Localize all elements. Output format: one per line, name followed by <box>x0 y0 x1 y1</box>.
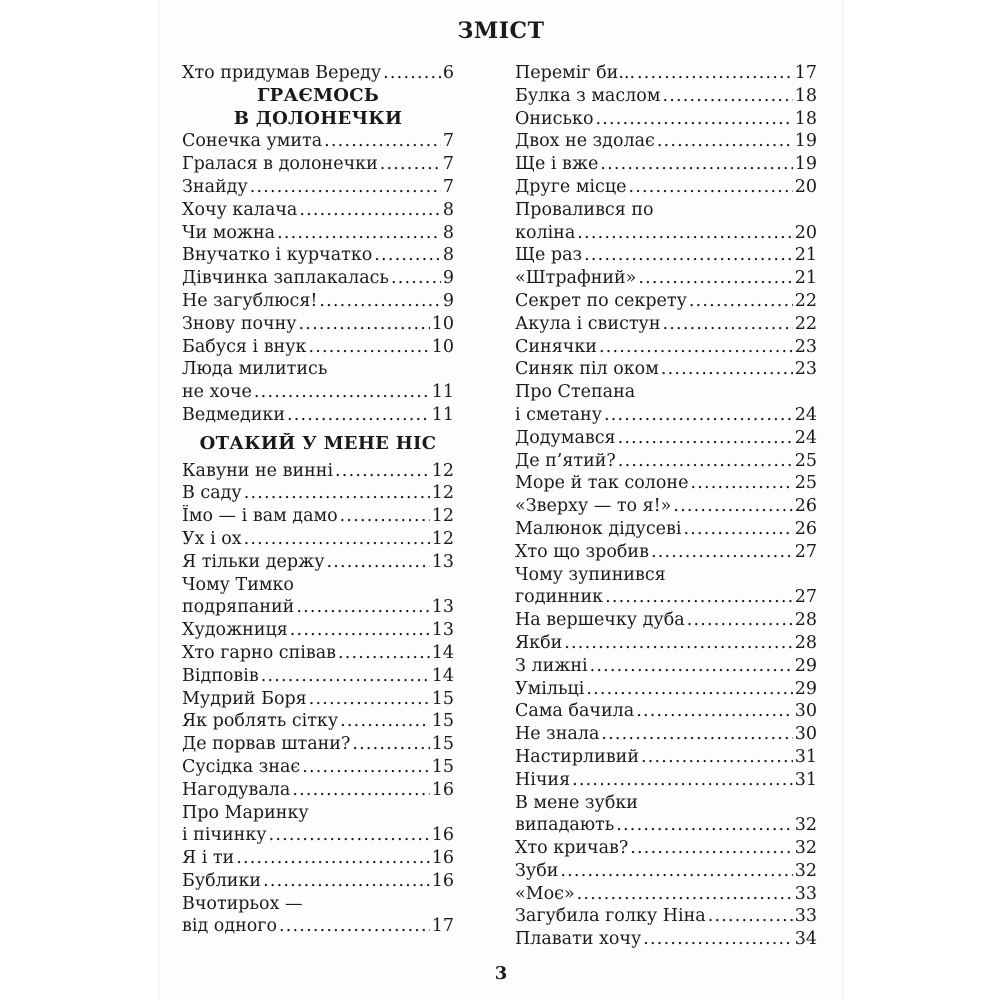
toc-entry-title: На вершечку дуба <box>515 610 685 631</box>
toc-entry-title: Ще раз <box>515 245 583 266</box>
toc-entry-page: 16 <box>431 779 454 800</box>
toc-entry-page: 7 <box>442 154 454 175</box>
toc-entry-title: Булка з маслом <box>515 85 661 106</box>
toc-entry <box>182 824 454 847</box>
toc-entry-title: Не загублюся! <box>182 290 318 311</box>
dot-leader <box>263 870 430 893</box>
toc-entry-title: Настирливий <box>515 746 640 767</box>
toc-entry <box>515 450 817 473</box>
toc-entry-page: 16 <box>431 825 454 846</box>
toc-entry-page: 19 <box>794 154 817 175</box>
toc-entry-title: коліна <box>515 222 576 243</box>
toc-entry-page: 15 <box>431 688 454 709</box>
toc-entry-page: 19 <box>794 131 817 152</box>
toc-entry <box>182 733 454 756</box>
toc-entry-page: 32 <box>794 860 817 881</box>
dot-leader <box>708 905 793 928</box>
toc-entry <box>515 928 817 951</box>
dot-leader <box>618 450 793 473</box>
dot-leader <box>560 860 792 883</box>
dot-leader <box>601 723 792 746</box>
toc-entry-page: 31 <box>794 746 817 767</box>
toc-entry-title: Дівчинка заплакалась <box>182 268 389 289</box>
toc-entry <box>182 336 454 359</box>
toc-left-column <box>182 62 454 938</box>
dot-leader <box>590 655 793 678</box>
toc-entry <box>182 62 454 85</box>
toc-entry-page: 24 <box>794 404 817 425</box>
toc-entry-page: 15 <box>431 711 454 732</box>
toc-entry-title: Онисько <box>515 108 594 129</box>
toc-entry-title: Відповів <box>182 665 259 686</box>
toc-entry <box>515 176 817 199</box>
dot-leader <box>572 769 793 792</box>
toc-entry-page: 18 <box>794 108 817 129</box>
dot-leader <box>287 404 430 427</box>
dot-leader <box>352 733 429 756</box>
dot-leader <box>340 505 430 528</box>
toc-entry-title: Кавуни не винні <box>182 460 334 481</box>
toc-entry-page: 32 <box>794 815 817 836</box>
toc-entry-page: 12 <box>431 483 454 504</box>
toc-entry-page: 13 <box>431 597 454 618</box>
toc-entry <box>515 541 817 564</box>
toc-entry-page: 33 <box>794 906 817 927</box>
toc-entry-title: «Штрафний» <box>515 268 637 289</box>
toc-entry-title: годинник <box>515 587 604 608</box>
toc-entry-page: 17 <box>431 916 454 937</box>
toc-entry <box>515 222 817 245</box>
toc-entry <box>515 267 817 290</box>
dot-leader <box>673 495 792 518</box>
dot-leader <box>244 528 430 551</box>
toc-entry-title: Бабуся і внук <box>182 336 307 357</box>
toc-entry <box>515 746 817 769</box>
toc-entry-title: Бублики <box>182 870 262 891</box>
dot-leader <box>374 244 441 267</box>
toc-entry <box>515 905 817 928</box>
toc-entry <box>515 655 817 678</box>
toc-entry-page: 9 <box>442 268 454 289</box>
toc-entry-title-line: Чому зупинився <box>515 564 666 585</box>
toc-entry <box>182 404 454 427</box>
toc-entry-title: Їмо — і вам дамо <box>182 506 338 527</box>
dot-leader <box>577 222 792 245</box>
dot-leader <box>340 710 430 733</box>
toc-entry-page: 28 <box>794 632 817 653</box>
dot-leader <box>663 313 793 336</box>
toc-entry-page: 26 <box>794 496 817 517</box>
toc-entry-title: і пічинку <box>182 825 267 846</box>
toc-entry-page: 22 <box>794 313 817 334</box>
dot-leader <box>319 290 440 313</box>
toc-entry-title: подряпаний <box>182 597 295 618</box>
toc-entry <box>515 427 817 450</box>
dot-leader <box>600 153 792 176</box>
dot-leader <box>586 678 792 701</box>
toc-entry-page: 34 <box>794 929 817 950</box>
dot-leader <box>683 518 792 541</box>
toc-entry-title-line: Чому Тимко <box>182 574 294 595</box>
dot-leader <box>643 928 792 951</box>
toc-entry-title: Ще і вже <box>515 154 599 175</box>
dot-leader <box>308 336 429 359</box>
toc-entry <box>515 108 817 131</box>
dot-leader <box>638 267 792 290</box>
dot-leader <box>292 779 429 802</box>
toc-entry <box>182 505 454 528</box>
toc-entry-title: Друге місце <box>515 176 627 197</box>
toc-entry-page: 10 <box>431 336 454 357</box>
dot-leader <box>338 642 430 665</box>
toc-entry <box>182 710 454 733</box>
toc-entry <box>182 847 454 870</box>
toc-entry-page: 24 <box>794 427 817 448</box>
dot-leader <box>641 746 793 769</box>
dot-leader <box>309 688 430 711</box>
toc-entry-page: 32 <box>794 838 817 859</box>
toc-entry <box>515 85 817 108</box>
toc-entry <box>515 769 817 792</box>
dot-leader <box>269 824 430 847</box>
toc-entry-title: Хто що зробив <box>515 541 649 562</box>
dot-leader <box>637 62 793 85</box>
toc-entry-page: 20 <box>794 222 817 243</box>
toc-entry <box>182 642 454 665</box>
toc-entry-page: 30 <box>794 701 817 722</box>
toc-entry <box>182 915 454 938</box>
dot-leader <box>335 460 430 483</box>
toc-entry-title: Зуби <box>515 860 559 881</box>
toc-entry <box>182 267 454 290</box>
toc-entry-title: і сметану <box>515 404 603 425</box>
toc-entry <box>182 244 454 267</box>
dot-leader <box>296 596 429 619</box>
toc-entry <box>515 837 817 860</box>
dot-leader <box>279 915 430 938</box>
toc-entry-title-line: Вчотирьох — <box>182 893 303 914</box>
toc-entry-title-line: В мене зубки <box>515 792 638 813</box>
toc-entry <box>182 290 454 313</box>
toc-entry <box>182 779 454 802</box>
toc-entry-title: Ведмедики <box>182 404 286 425</box>
toc-entry-page: 12 <box>431 460 454 481</box>
toc-entry-title: Де п’ятий? <box>515 450 616 471</box>
toc-entry-title: Додумався <box>515 427 616 448</box>
toc-entry-page: 11 <box>431 382 454 403</box>
dot-leader <box>661 358 793 381</box>
dot-leader <box>254 381 430 404</box>
toc-entry-title: Хто кричав? <box>515 838 629 859</box>
toc-entry <box>515 723 817 746</box>
toc-entry-title: Переміг би... <box>515 63 636 83</box>
toc-entry-page: 14 <box>431 642 454 663</box>
toc-entry-title: Секрет по секрету <box>515 290 687 311</box>
dot-leader <box>595 108 792 131</box>
toc-entry <box>515 495 817 518</box>
toc-entry-title: Хочу калача <box>182 199 298 220</box>
toc-entry-page: 11 <box>431 404 454 425</box>
toc-entry <box>182 222 454 245</box>
toc-entry <box>182 313 454 336</box>
dot-leader <box>662 85 792 108</box>
dot-leader <box>636 700 793 723</box>
toc-entry <box>182 528 454 551</box>
toc-entry <box>515 700 817 723</box>
toc-entry <box>515 883 817 906</box>
dot-leader <box>327 551 430 574</box>
dot-leader <box>391 267 441 290</box>
toc-entry-title: «Моє» <box>515 883 575 904</box>
toc-entry-title: З лижні <box>515 655 588 676</box>
toc-entry <box>515 814 817 837</box>
dot-leader <box>618 427 793 450</box>
toc-entry-title-line: Про Маринку <box>182 802 309 823</box>
toc-entry <box>515 336 817 359</box>
toc-entry-title: «Зверху — то я!» <box>515 496 672 517</box>
toc-entry-page: 27 <box>794 587 817 608</box>
dot-leader <box>690 472 792 495</box>
toc-entry <box>515 244 817 267</box>
toc-entry-title: від одного <box>182 916 278 937</box>
toc-entry-page: 25 <box>794 473 817 494</box>
toc-entry <box>515 62 817 85</box>
toc-entry-page: 8 <box>442 222 454 243</box>
dot-leader <box>324 130 441 153</box>
toc-entry-title: Чи можна <box>182 222 276 243</box>
dot-leader <box>584 244 793 267</box>
toc-entry-page: 26 <box>794 518 817 539</box>
toc-entry <box>515 153 817 176</box>
dot-leader <box>564 632 792 655</box>
toc-entry-title-line: Люда милитись <box>182 359 328 380</box>
toc-right-column <box>515 62 817 951</box>
toc-entry-title: Плавати хочу <box>515 929 642 950</box>
toc-entry-page: 27 <box>794 541 817 562</box>
toc-entry-title: Мудрий Боря <box>182 688 307 709</box>
toc-entry <box>182 596 454 619</box>
toc-entry-title: Нічия <box>515 769 571 790</box>
toc-entry-page: 25 <box>794 450 817 471</box>
page-number: 3 <box>494 963 508 984</box>
dot-leader <box>689 290 793 313</box>
toc-entry-title: Акула і свистун <box>515 313 661 334</box>
toc-entry-title: Я і ти <box>182 848 235 869</box>
dot-leader <box>687 609 793 632</box>
toc-entry-title-line: Провалився по <box>515 199 654 220</box>
toc-entry-title: Хто гарно співав <box>182 642 337 663</box>
toc-entry <box>182 665 454 688</box>
toc-entry-page: 23 <box>794 336 817 357</box>
toc-entry-page: 8 <box>442 199 454 220</box>
toc-entry <box>515 678 817 701</box>
toc-entry-page: 20 <box>794 176 817 197</box>
toc-entry-title: Внучатко і курчатко <box>182 245 373 266</box>
toc-entry-title: Сонечка умита <box>182 131 323 152</box>
dot-leader <box>299 313 430 336</box>
toc-entry-page: 12 <box>431 528 454 549</box>
dot-leader <box>236 847 430 870</box>
toc-entry-page: 7 <box>442 176 454 197</box>
toc-entry-page: 8 <box>442 245 454 266</box>
dot-leader <box>577 883 793 906</box>
toc-entry-title: Ух і ох <box>182 528 242 549</box>
toc-entry-title-line: Про Степана <box>515 382 636 403</box>
dot-leader <box>599 336 793 359</box>
toc-entry <box>182 756 454 779</box>
toc-entry-page: 7 <box>442 131 454 152</box>
dot-leader <box>244 482 430 505</box>
toc-entry-page: 33 <box>794 883 817 904</box>
toc-entry-title: Нагодувала <box>182 779 291 800</box>
toc-entry-page: 18 <box>794 85 817 106</box>
toc-entry-title: Сусідка знає <box>182 756 301 777</box>
toc-entry <box>515 130 817 153</box>
toc-entry-page: 28 <box>794 610 817 631</box>
toc-entry-title: Гралася в долонечки <box>182 154 378 175</box>
toc-entry <box>182 381 454 404</box>
book-page <box>160 0 842 1000</box>
toc-entry-title: Я тільки держу <box>182 551 325 572</box>
toc-entry-title: Синячки <box>515 336 597 357</box>
dot-leader <box>630 837 792 860</box>
toc-entry-title: Якби <box>515 632 563 653</box>
toc-entry <box>515 404 817 427</box>
toc-entry-page: 21 <box>794 245 817 266</box>
toc-entry-title: Знайду <box>182 176 248 197</box>
toc-entry-page: 22 <box>794 290 817 311</box>
toc-entry-title: Загубила голку Ніна <box>515 906 706 927</box>
toc-entry <box>182 460 454 483</box>
toc-entry <box>515 518 817 541</box>
toc-entry-page: 21 <box>794 268 817 289</box>
toc-entry <box>515 632 817 655</box>
toc-entry <box>182 551 454 574</box>
dot-leader <box>380 153 441 176</box>
toc-entry-page: 9 <box>442 290 454 311</box>
toc-entry <box>182 482 454 505</box>
dot-leader <box>604 404 793 427</box>
toc-entry-page: 13 <box>431 620 454 641</box>
dot-leader <box>383 62 441 85</box>
dot-leader <box>299 199 441 222</box>
toc-entry <box>515 586 817 609</box>
dot-leader <box>302 756 429 779</box>
toc-entry-page: 6 <box>442 63 454 83</box>
dot-leader <box>261 665 430 688</box>
toc-entry-page: 15 <box>431 756 454 777</box>
dot-leader <box>250 176 441 199</box>
toc-entry-page: 13 <box>431 551 454 572</box>
toc-entry-title: Де порвав штани? <box>182 734 351 755</box>
toc-entry-title: Малюнок дідусеві <box>515 518 682 539</box>
toc-entry <box>182 619 454 642</box>
toc-entry-page: 14 <box>431 665 454 686</box>
toc-entry <box>182 199 454 222</box>
toc-entry-page: 23 <box>794 359 817 380</box>
dot-leader <box>605 586 793 609</box>
toc-entry <box>515 358 817 381</box>
dot-leader <box>290 619 430 642</box>
dot-leader <box>657 130 793 153</box>
toc-entry-page: 31 <box>794 769 817 790</box>
toc-entry-page: 10 <box>431 313 454 334</box>
toc-entry-title: не хоче <box>182 382 252 403</box>
toc-entry-title: Як роблять сітку <box>182 711 339 732</box>
toc-entry <box>182 153 454 176</box>
toc-entry <box>515 290 817 313</box>
toc-entry-page: 30 <box>794 724 817 745</box>
toc-entry-page: 16 <box>431 848 454 869</box>
toc-entry-title: Знову почну <box>182 313 297 334</box>
toc-entry-page: 15 <box>431 734 454 755</box>
toc-entry <box>515 609 817 632</box>
toc-entry-title: В саду <box>182 483 242 504</box>
toc-entry-title: Хто придумав Вереду <box>182 63 382 83</box>
dot-leader <box>651 541 793 564</box>
section-heading: ОТАКИЙ У МЕНЕ НІС <box>199 432 437 454</box>
section-heading: ГРАЄМОСЬ <box>256 84 380 106</box>
toc-entry <box>515 860 817 883</box>
dot-leader <box>616 814 792 837</box>
toc-entry-page: 29 <box>794 655 817 676</box>
toc-entry-page: 16 <box>431 870 454 891</box>
toc-entry <box>515 313 817 336</box>
toc-entry <box>182 870 454 893</box>
toc-entry-title: випадають <box>515 815 615 836</box>
dot-leader <box>277 222 441 245</box>
toc-entry-page: 17 <box>794 63 817 83</box>
dot-leader <box>628 176 792 199</box>
toc-entry-title: Художниця <box>182 620 288 641</box>
toc-entry <box>515 472 817 495</box>
page-title: ЗМІСТ <box>457 18 545 44</box>
toc-entry-title: Сама бачила <box>515 701 635 722</box>
toc-entry-page: 12 <box>431 506 454 527</box>
toc-entry-title: Умільці <box>515 678 585 699</box>
toc-entry-page: 29 <box>794 678 817 699</box>
toc-entry <box>182 130 454 153</box>
toc-entry-title: Не знала <box>515 724 600 745</box>
toc-entry-title: Двох не здолає <box>515 131 655 152</box>
toc-entry-title: Море й так солоне <box>515 473 689 494</box>
section-heading: В ДОЛОНЕЧКИ <box>233 107 403 129</box>
toc-entry-title: Синяк піл оком <box>515 359 659 380</box>
toc-entry <box>182 688 454 711</box>
toc-entry <box>182 176 454 199</box>
